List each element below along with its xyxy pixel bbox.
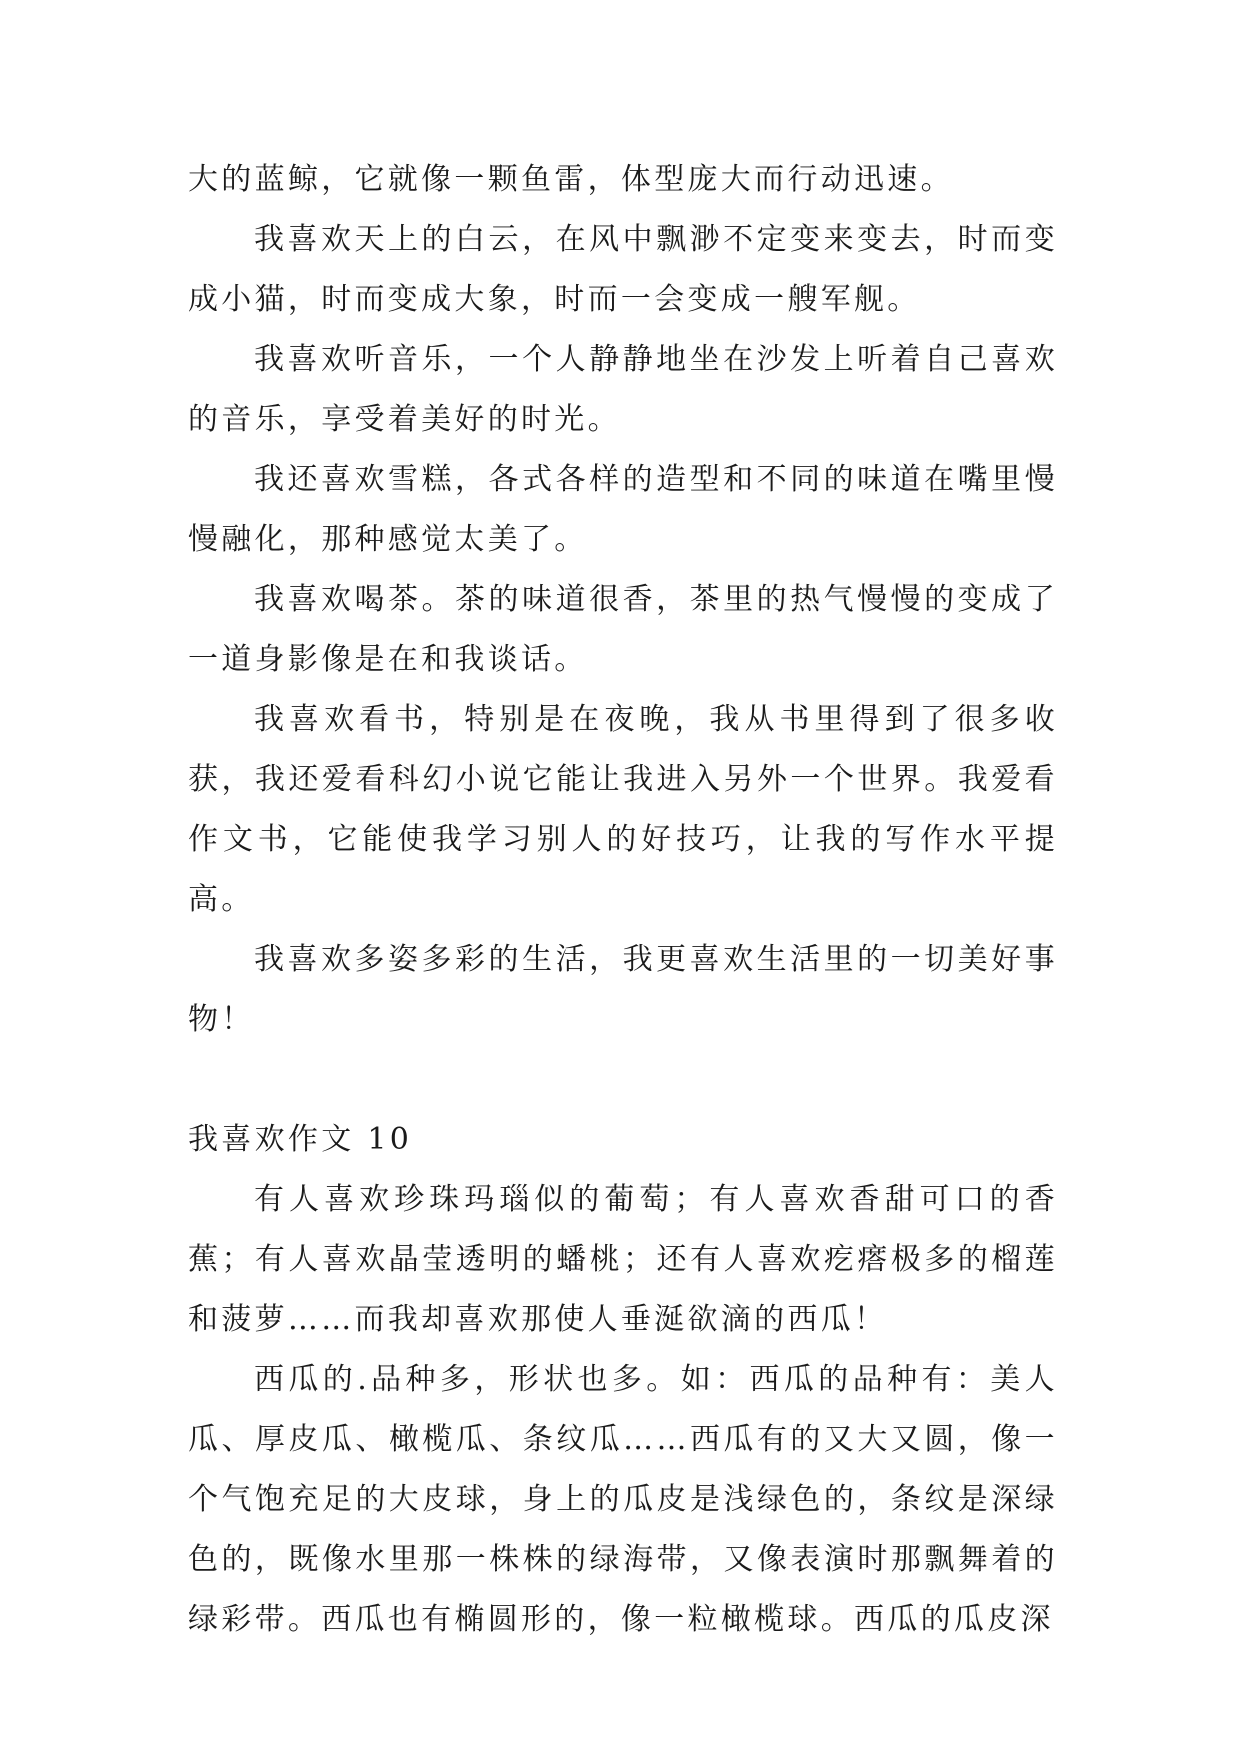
paragraph-watermelon: 西瓜的.品种多，形状也多。如：西瓜的品种有：美人瓜、厚皮瓜、橄榄瓜、条纹瓜……西瓜有的又大又圆，像一个气饱充足的大皮球，身上的瓜皮是浅绿色的，条纹是深绿色的，既像水里那一株株的绿海带，又像表演时那飘舞着的绿彩带。西瓜也有椭圆形的，像一粒橄榄球。西瓜的瓜皮深 xyxy=(188,1362,1058,1637)
paragraph-music: 我喜欢听音乐，一个人静静地坐在沙发上听着自己喜欢的音乐，享受着美好的时光。 xyxy=(188,342,1058,437)
section-spacer xyxy=(188,1050,1058,1110)
paragraph-clouds: 我喜欢天上的白云，在风中飘渺不定变来变去，时而变成小猫，时而变成大象，时而一会变成一艘军舰。 xyxy=(188,222,1058,317)
paragraph-ice-cream: 我还喜欢雪糕，各式各样的造型和不同的味道在嘴里慢慢融化，那种感觉太美了。 xyxy=(188,462,1058,557)
paragraph-books: 我喜欢看书，特别是在夜晚，我从书里得到了很多收获，我还爱看科幻小说它能让我进入另外一个世界。我爱看作文书，它能使我学习别人的好技巧，让我的写作水平提高。 xyxy=(188,702,1058,917)
paragraph-fruits: 有人喜欢珍珠玛瑙似的葡萄；有人喜欢香甜可口的香蕉；有人喜欢晶莹透明的蟠桃；还有人喜欢疙瘩极多的榴莲和菠萝……而我却喜欢那使人垂涎欲滴的西瓜！ xyxy=(188,1182,1058,1337)
paragraph-tea: 我喜欢喝茶。茶的味道很香，茶里的热气慢慢的变成了一道身影像是在和我谈话。 xyxy=(188,582,1058,677)
document-body xyxy=(188,150,1058,1650)
essay-title: 我喜欢作文 10 xyxy=(188,1122,413,1157)
paragraph-continuation: 大的蓝鲸，它就像一颗鱼雷，体型庞大而行动迅速。 xyxy=(188,162,954,197)
paragraph-life: 我喜欢多姿多彩的生活，我更喜欢生活里的一切美好事物！ xyxy=(188,942,1058,1037)
